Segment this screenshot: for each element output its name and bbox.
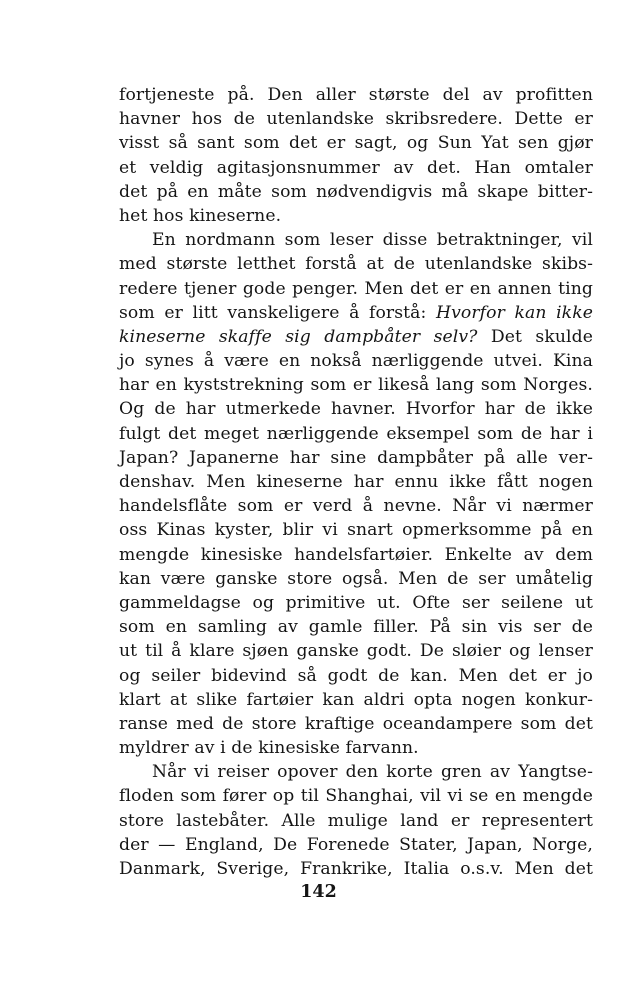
- text-segment: som en samling av gamle filler. På sin vis ser de: [119, 617, 593, 638]
- text-line: [119, 639, 593, 663]
- text-line: [119, 373, 593, 397]
- text-segment: og seiler bidevind så godt de kan. Men det er jo: [119, 665, 593, 686]
- text-segment: det på en måte som nødvendigvis må skape bitter-: [119, 181, 593, 202]
- text-segment: store lastebåter. Alle mulige land er representert: [119, 810, 593, 831]
- text-segment: Japan? Japanerne har sine dampbåter på alle ver-: [119, 447, 593, 468]
- text-line: [119, 446, 593, 470]
- text-line: [119, 83, 593, 107]
- text-segment: myldrer av i de kinesiske farvann.: [119, 738, 419, 759]
- text-line: [119, 325, 593, 349]
- text-line: [119, 131, 593, 155]
- text-line: [119, 784, 593, 808]
- text-line: [119, 664, 593, 688]
- text-segment: Når vi reiser opover den korte gren av Yangtse-: [152, 762, 593, 783]
- text-line: [119, 107, 593, 131]
- text-segment: klart at slike fartøier kan aldri opta nogen konkur-: [119, 689, 593, 710]
- text-line: [119, 857, 593, 881]
- text-line: [119, 252, 593, 276]
- text-line: [119, 422, 593, 446]
- text-segment: Det skulde: [477, 326, 593, 347]
- text-line: [119, 349, 593, 373]
- text-line: [119, 228, 593, 252]
- text-line: [119, 301, 593, 325]
- text-segment: ranse med de store kraftige oceandampere som det: [119, 713, 593, 734]
- text-segment: har en kyststrekning som er likeså lang som Norges.: [119, 375, 593, 396]
- text-line: [119, 397, 593, 421]
- text-line: [119, 543, 593, 567]
- text-segment: denshav. Men kineserne har ennu ikke fått nogen: [119, 472, 593, 492]
- text-segment: gammeldagse og primitive ut. Ofte ser seilene ut: [119, 592, 593, 613]
- text-segment: handelsflåte som er verd å nevne. Når vi nærmer: [119, 496, 593, 517]
- text-segment: Og de har utmerkede havner. Hvorfor har de ikke: [119, 399, 593, 420]
- text-segment: redere tjener gode penger. Men det er en annen ting: [119, 278, 593, 299]
- italic-text-segment: Hvorfor kan ikke: [436, 302, 593, 323]
- text-segment: kan være ganske store også. Men de ser umåtelig: [119, 568, 593, 589]
- text-line: [119, 470, 593, 494]
- text-line: [119, 809, 593, 833]
- text-line: [119, 833, 593, 857]
- text-line: [119, 156, 593, 180]
- text-line: [119, 760, 593, 784]
- text-segment: ut til å klare sjøen ganske godt. De sløier og lenser: [119, 641, 593, 662]
- text-segment: et veldig agitasjonsnummer av det. Han omtaler: [119, 157, 593, 178]
- italic-text-segment: kineserne skaffe sig dampbåter selv?: [119, 326, 478, 347]
- body-text: [119, 83, 593, 881]
- text-line: [119, 494, 593, 518]
- text-segment: jo synes å være en nokså nærliggende utvei. Kina: [119, 351, 593, 372]
- text-segment: visst så sant som det er sagt, og Sun Yat sen gjør: [119, 133, 593, 154]
- text-line: [119, 736, 593, 760]
- text-segment: mengde kinesiske handelsfartøier. Enkelte av dem: [119, 544, 593, 565]
- text-segment: Danmark, Sverige, Frankrike, Italia o.s.v. Men det: [119, 859, 593, 879]
- text-segment: med største letthet forstå at de utenlandske skibs-: [119, 254, 593, 275]
- text-line: [119, 688, 593, 712]
- text-segment: fulgt det meget nærliggende eksempel som de har i: [119, 423, 593, 444]
- text-segment: fortjeneste på. Den aller største del av profitten: [119, 85, 593, 105]
- text-segment: En nordmann som leser disse betraktninger, vil: [152, 230, 593, 251]
- text-segment: oss Kinas kyster, blir vi snart opmerksomme på en: [119, 520, 593, 541]
- text-segment: havner hos de utenlandske skribsredere. Dette er: [119, 109, 593, 130]
- text-segment: floden som fører op til Shanghai, vil vi se en mengde: [119, 786, 593, 807]
- text-line: [119, 277, 593, 301]
- text-segment: het hos kineserne.: [119, 205, 282, 226]
- text-line: [119, 204, 593, 228]
- text-line: [119, 712, 593, 736]
- page-number: 142: [300, 882, 337, 902]
- text-line: [119, 615, 593, 639]
- text-segment: der — England, De Forenede Stater, Japan, Norge,: [119, 834, 593, 855]
- text-line: [119, 180, 593, 204]
- text-line: [119, 567, 593, 591]
- text-segment: som er litt vanskeligere å forstå:: [119, 302, 436, 323]
- text-line: [119, 591, 593, 615]
- text-line: [119, 518, 593, 542]
